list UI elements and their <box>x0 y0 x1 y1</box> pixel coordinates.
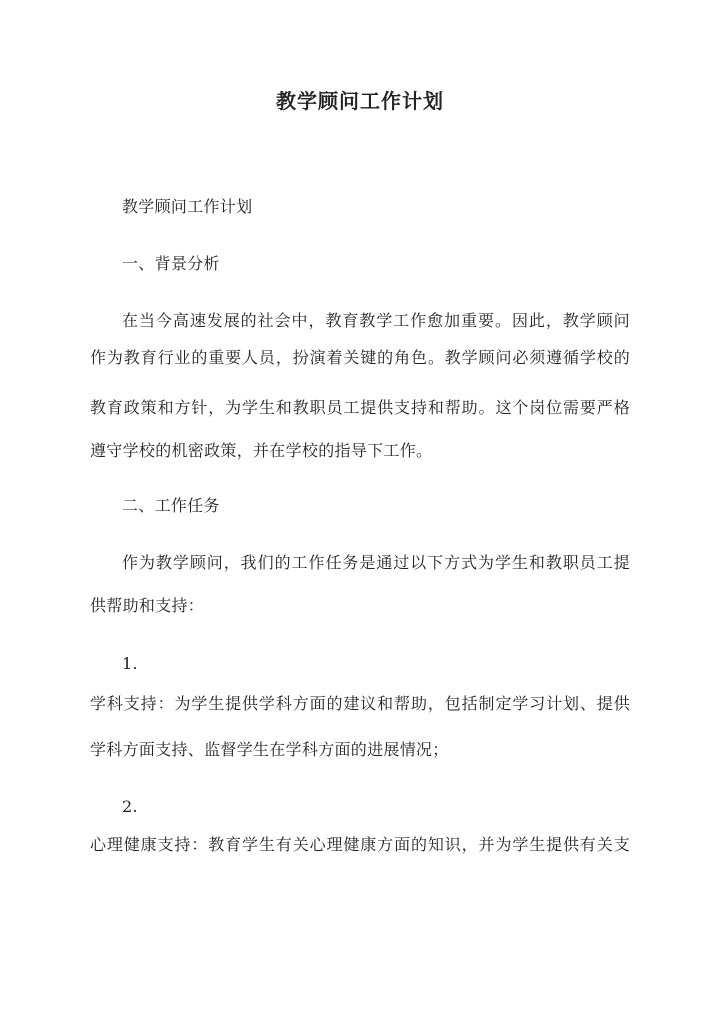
list-item-line: 学科方面支持、监督学生在学科方面的进展情况； <box>90 740 449 759</box>
list-number: 2. <box>122 797 138 816</box>
paragraph-line: 在当今高速发展的社会中，教育教学工作愈加重要。因此，教学顾问 <box>122 311 630 330</box>
subtitle-line: 教学顾问工作计划 <box>122 197 253 216</box>
paragraph-line: 遵守学校的机密政策，并在学校的指导下工作。 <box>90 441 433 460</box>
section-heading-background: 一、背景分析 <box>122 254 220 273</box>
paragraph-line: 作为教学顾问，我们的工作任务是通过以下方式为学生和教职员工提 <box>122 553 630 572</box>
paragraph-line: 作为教育行业的重要人员，扮演着关键的角色。教学顾问必须遵循学校的 <box>90 348 630 367</box>
paragraph-line: 供帮助和支持： <box>90 596 205 615</box>
list-number: 1. <box>122 654 138 673</box>
section-heading-tasks: 二、工作任务 <box>122 496 220 515</box>
list-item-line: 学科支持：为学生提供学科方面的建议和帮助，包括制定学习计划、提供 <box>90 694 630 713</box>
list-item-line: 心理健康支持：教育学生有关心理健康方面的知识，并为学生提供有关支 <box>90 835 630 854</box>
paragraph-line: 教育政策和方针，为学生和教职员工提供支持和帮助。这个岗位需要严格 <box>90 398 630 417</box>
document-title: 教学顾问工作计划 <box>276 89 444 113</box>
